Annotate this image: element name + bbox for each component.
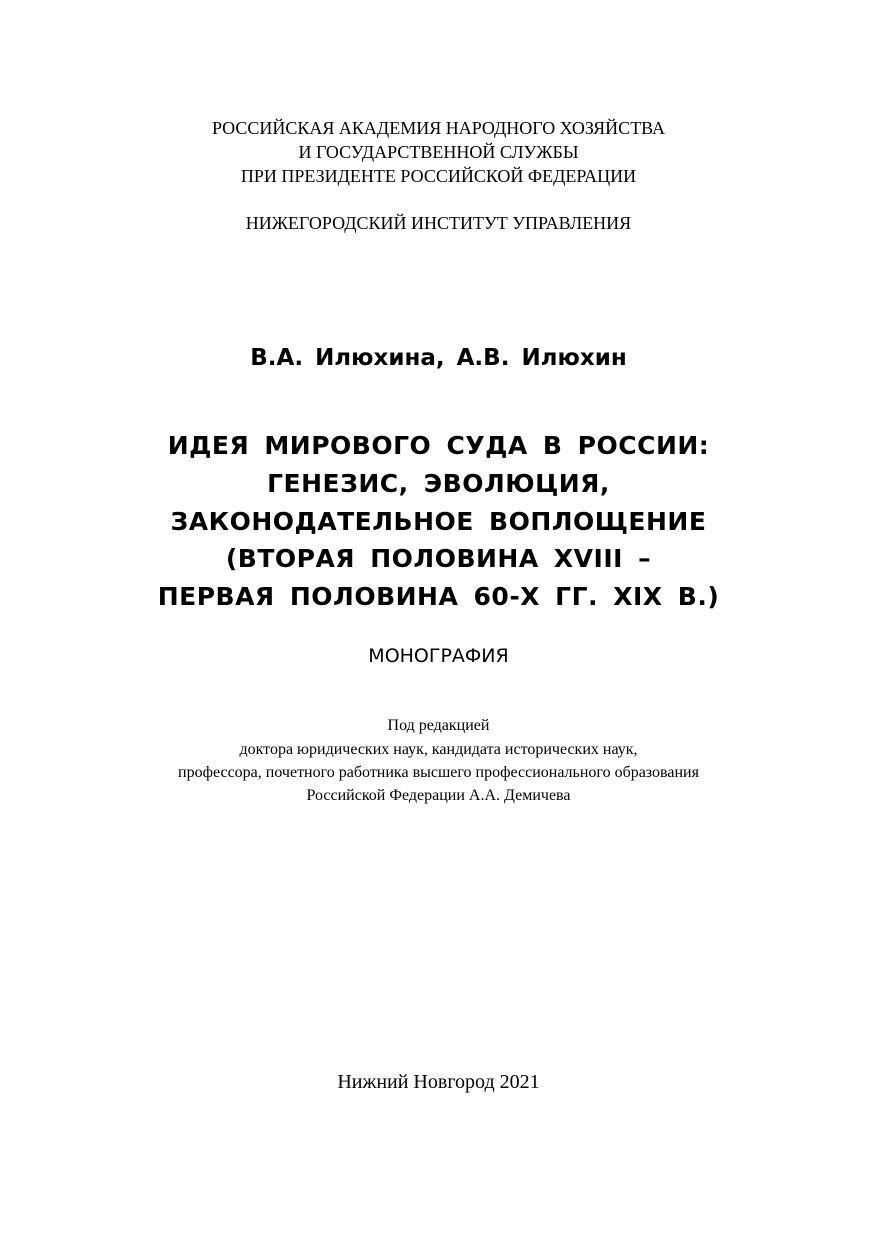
- authors: В.А. Илюхина, А.В. Илюхин: [250, 345, 627, 371]
- genre-label: МОНОГРАФИЯ: [368, 645, 509, 667]
- title-line-2: ГЕНЕЗИС, ЭВОЛЮЦИЯ,: [267, 469, 610, 498]
- editor-line-2: доктора юридических наук, кандидата исторических наук,: [239, 741, 638, 758]
- title-line-4: (ВТОРАЯ ПОЛОВИНА XVIII –: [225, 544, 652, 573]
- editor-line-1: Под редакцией: [387, 717, 490, 734]
- editor-line-3: профессора, почетного работника высшего профессионального образования: [178, 764, 699, 781]
- title-line-1: ИДЕЯ МИРОВОГО СУДА В РОССИИ:: [167, 431, 710, 460]
- institution-line-3: ПРИ ПРЕЗИДЕНТЕ РОССИЙСКОЙ ФЕДЕРАЦИИ: [240, 166, 637, 186]
- institution-line-2: И ГОСУДАРСТВЕННОЙ СЛУЖБЫ: [298, 142, 579, 162]
- title-line-5: ПЕРВАЯ ПОЛОВИНА 60-Х ГГ. XIX В.): [157, 582, 720, 611]
- imprint-place-year: Нижний Новгород 2021: [337, 1071, 540, 1093]
- editor-line-4: Российской Федерации А.А. Демичева: [306, 787, 571, 804]
- institute-name: НИЖЕГОРОДСКИЙ ИНСТИТУТ УПРАВЛЕНИЯ: [245, 213, 632, 233]
- institution-line-1: РОССИЙСКАЯ АКАДЕМИЯ НАРОДНОГО ХОЗЯЙСТВА: [211, 118, 666, 138]
- title-line-3: ЗАКОНОДАТЕЛЬНОЕ ВОПЛОЩЕНИЕ: [170, 507, 707, 536]
